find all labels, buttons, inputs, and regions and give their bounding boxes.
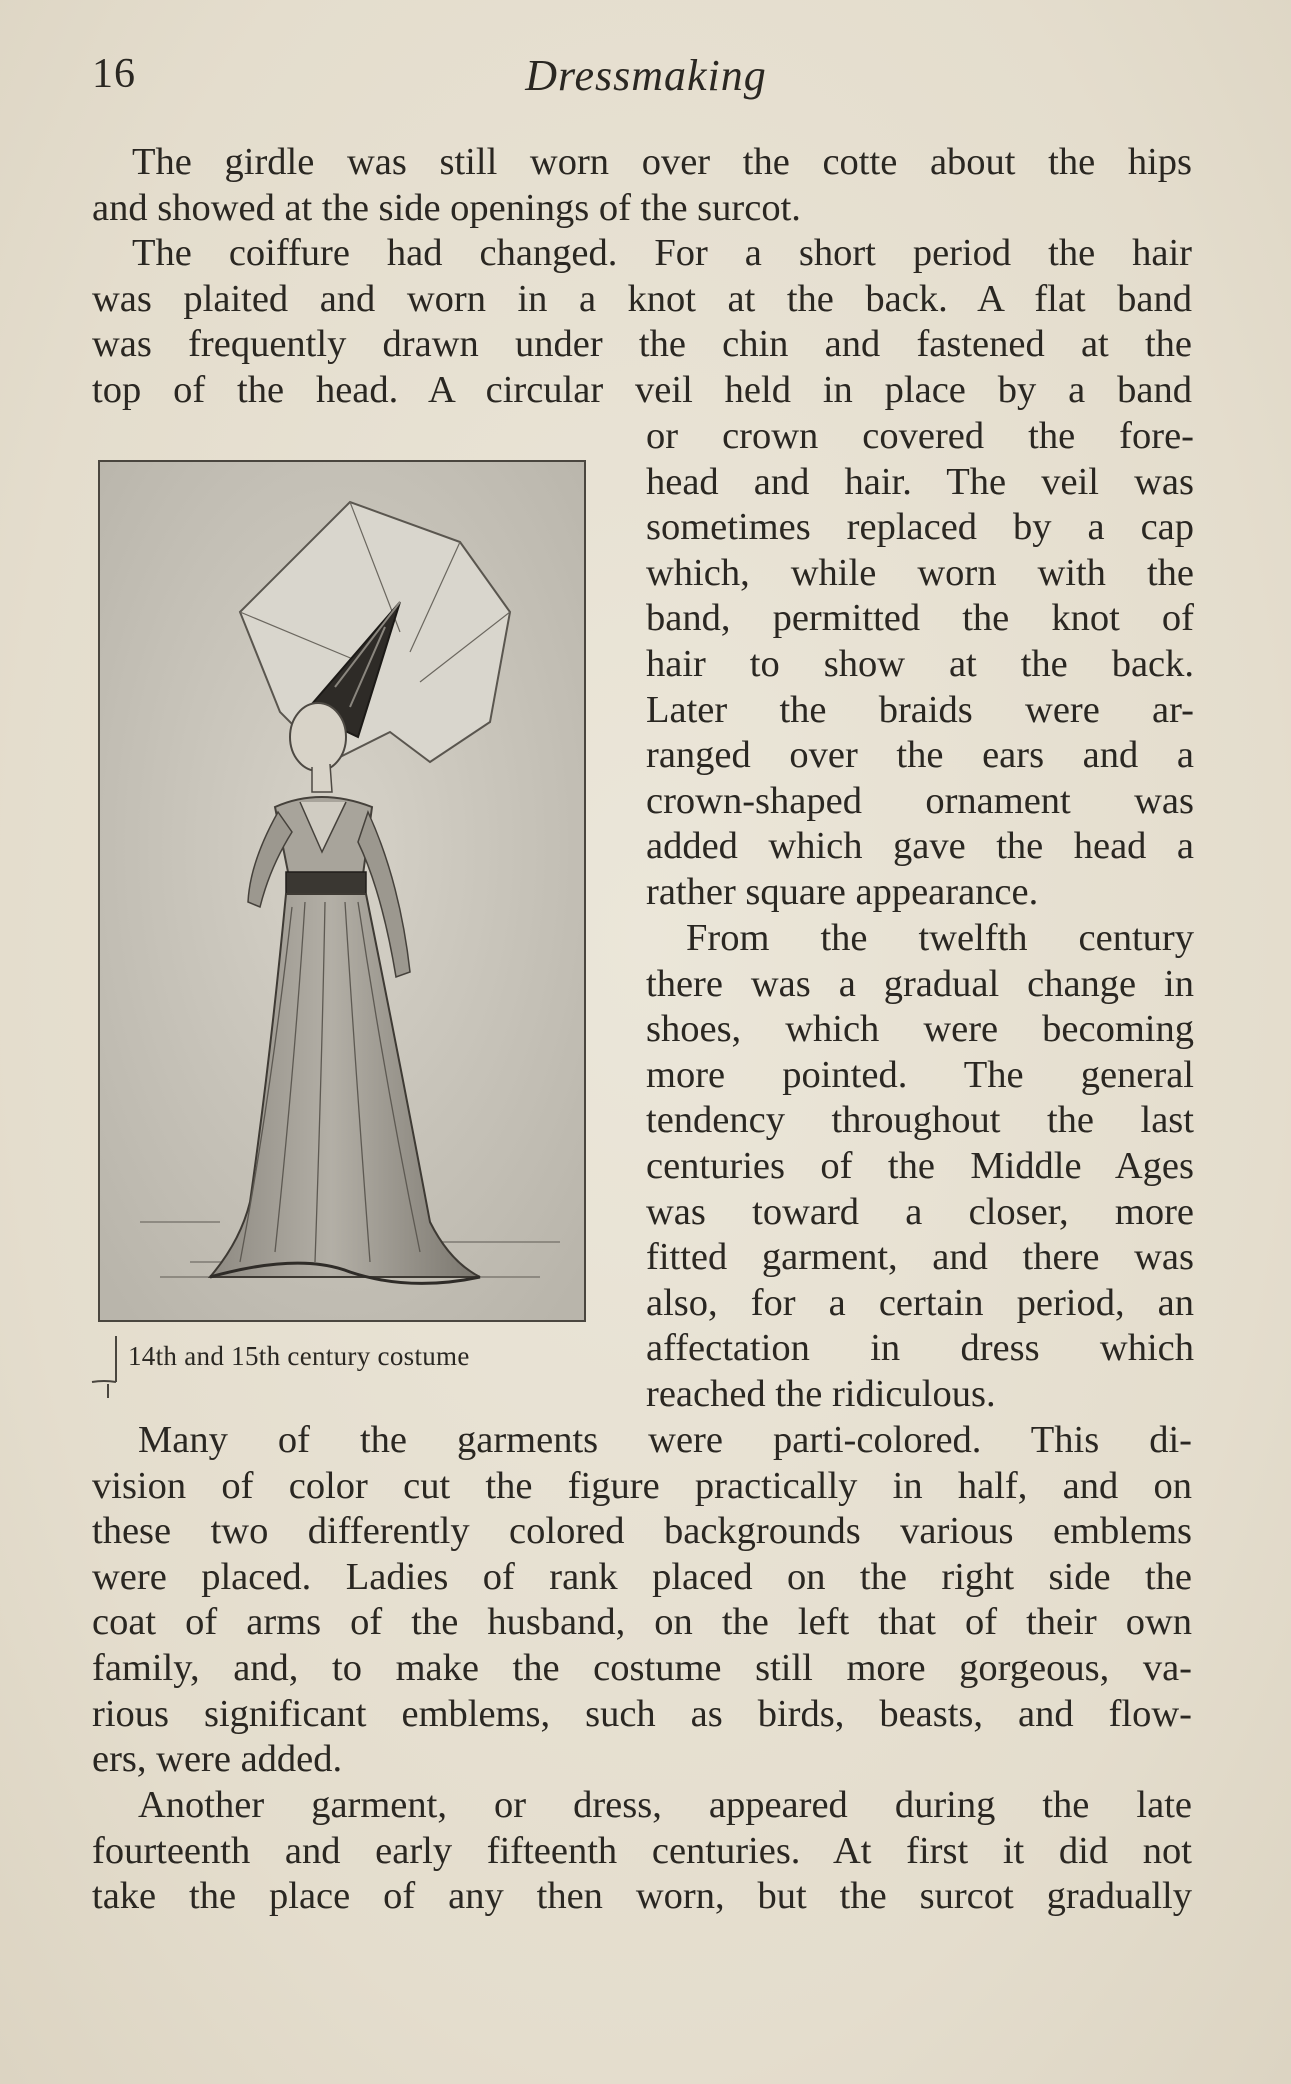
text-line: rather square appearance. (646, 870, 1039, 913)
text-line: and showed at the side openings of the surcot. (92, 186, 801, 229)
text-line: tendency throughout the last (646, 1099, 1194, 1142)
running-title: Dressmaking (525, 51, 767, 100)
text-line: coat of arms of the husband, on the left that of their own (92, 1601, 1192, 1644)
text-line: The coiffure had changed. For a short period the hair (132, 232, 1192, 274)
margin-pencil-mark (84, 1332, 124, 1402)
text-line: rious significant emblems, such as birds, beasts, and flow- (92, 1692, 1192, 1735)
text-line: was toward a closer, more (646, 1190, 1194, 1233)
text-line: which, while worn with the (646, 551, 1194, 594)
text-line: centuries of the Middle Ages (646, 1144, 1194, 1187)
text-line: From the twelfth century (686, 917, 1194, 959)
text-line: The girdle was still worn over the cotte about the hips (132, 141, 1192, 183)
text-line: was plaited and worn in a knot at the back. A flat band (92, 277, 1192, 320)
text-line: Another garment, or dress, appeared during the late (138, 1784, 1192, 1826)
paragraph-parti-colored (92, 1418, 1192, 1783)
text-line: take the place of any then worn, but the surcot gradually (92, 1875, 1192, 1918)
text-line: crown-shaped ornament was (646, 779, 1194, 822)
text-line: or crown covered the fore- (646, 415, 1194, 457)
paragraph-girdle (92, 140, 1192, 231)
text-line: there was a gradual change in (646, 962, 1194, 1005)
page-header (92, 50, 1200, 110)
text-line: ers, were added. (92, 1738, 343, 1781)
text-line: sometimes replaced by a cap (646, 506, 1194, 549)
text-line: Many of the garments were parti-colored. This di- (138, 1419, 1192, 1461)
text-line: Later the braids were ar- (646, 688, 1194, 731)
figure-caption: 14th and 15th century costume (128, 1341, 470, 1371)
text-line: fourteenth and early fifteenth centuries. At first it did not (92, 1829, 1192, 1872)
text-line: were placed. Ladies of rank placed on the right side the (92, 1555, 1192, 1598)
text-line: affectation in dress which (646, 1327, 1194, 1370)
text-line: reached the ridiculous. (646, 1372, 996, 1415)
text-line: top of the head. A circular veil held in place by a band (92, 368, 1192, 411)
costume-figure-drawing (100, 462, 584, 1320)
text-line: hair to show at the back. (646, 642, 1194, 685)
text-line: family, and, to make the costume still more gorgeous, va- (92, 1646, 1192, 1689)
text-line: band, permitted the knot of (646, 597, 1194, 640)
paragraph-coiffure (92, 231, 1192, 413)
text-line: more pointed. The general (646, 1053, 1194, 1096)
text-line: head and hair. The veil was (646, 460, 1194, 503)
text-line: fitted garment, and there was (646, 1236, 1194, 1279)
text-line: shoes, which were becoming (646, 1008, 1194, 1051)
text-line: was frequently drawn under the chin and fastened at the (92, 323, 1192, 366)
text-line: these two differently colored backgrounds various emblems (92, 1510, 1192, 1553)
text-line: vision of color cut the figure practically in half, and on (92, 1464, 1192, 1507)
text-line: ranged over the ears and a (646, 734, 1194, 777)
text-line: added which gave the head a (646, 825, 1194, 868)
paragraph-another-garment (92, 1783, 1192, 1920)
paragraph-coiffure-continued (646, 414, 1194, 916)
page-number: 16 (92, 51, 136, 97)
paragraph-shoes (646, 916, 1194, 1418)
text-line: also, for a certain period, an (646, 1281, 1194, 1324)
costume-illustration (98, 460, 586, 1322)
